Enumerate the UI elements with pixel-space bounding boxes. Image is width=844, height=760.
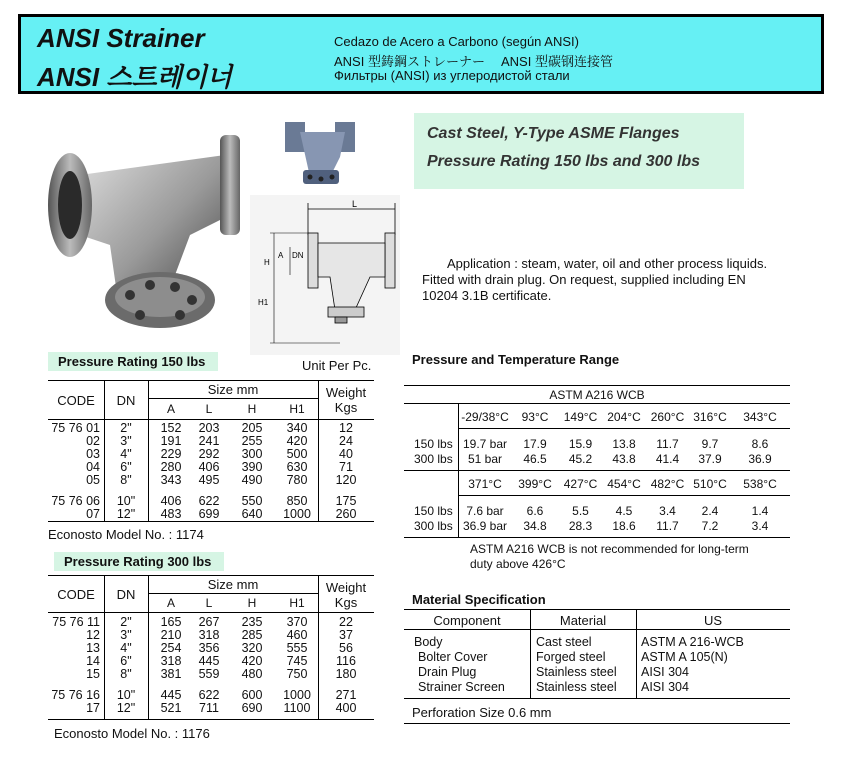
col-code-300: CODE bbox=[57, 587, 95, 602]
table-cell: 340 bbox=[286, 421, 308, 435]
table-cell: 4" bbox=[120, 641, 132, 655]
table-cell: 210 bbox=[160, 628, 182, 642]
table-cell: 254 bbox=[160, 641, 182, 655]
table-cell: 37 bbox=[339, 628, 353, 642]
pt-value: 45.2 bbox=[568, 452, 593, 466]
table-cell: 750 bbox=[286, 667, 308, 681]
table-cell: 390 bbox=[241, 460, 263, 474]
material-component: Bolter Cover bbox=[418, 650, 488, 664]
table-cell: 400 bbox=[335, 701, 357, 715]
table-cell: 235 bbox=[241, 615, 263, 629]
temp-header: 482°C bbox=[650, 477, 685, 491]
pt-value: 5.5 bbox=[572, 504, 589, 518]
col-kgs-300: Kgs bbox=[334, 595, 358, 610]
col-code: CODE bbox=[57, 393, 95, 408]
material-component: Body bbox=[414, 635, 443, 649]
col-weight-300: Weight bbox=[325, 580, 367, 595]
table-cell: 04 bbox=[86, 460, 100, 474]
table-cell: 271 bbox=[335, 688, 357, 702]
table-cell: 622 bbox=[198, 688, 220, 702]
strainer-photo bbox=[40, 125, 250, 340]
col-l: L bbox=[205, 402, 213, 416]
table-cell: 1000 bbox=[283, 688, 311, 702]
table-cell: 622 bbox=[198, 494, 220, 508]
table-cell: 343 bbox=[160, 473, 182, 487]
temp-header: 399°C bbox=[518, 477, 552, 491]
pt-note-1: ASTM A216 WCB is not recommended for long-term bbox=[470, 542, 749, 556]
table-cell: 559 bbox=[198, 667, 220, 681]
table300-model: Econosto Model No. : 1176 bbox=[54, 726, 210, 741]
table-cell: 17 bbox=[86, 701, 100, 715]
table-cell: 521 bbox=[160, 701, 182, 715]
pt-value: 37.9 bbox=[698, 452, 722, 466]
col-h-300: H bbox=[247, 596, 257, 610]
col-a: A bbox=[166, 402, 175, 416]
table-cell: 690 bbox=[241, 701, 263, 715]
table-cell: 241 bbox=[198, 434, 220, 448]
pt-value: 41.4 bbox=[655, 452, 680, 466]
table-cell: 318 bbox=[198, 628, 220, 642]
pt-value: 2.4 bbox=[701, 504, 719, 518]
table-cell: 745 bbox=[286, 654, 308, 668]
mat-col-component: Component bbox=[433, 613, 501, 628]
temp-header: 510°C bbox=[693, 477, 727, 491]
col-size: Size mm bbox=[207, 382, 259, 397]
material-component: Drain Plug bbox=[418, 665, 477, 679]
pressure-class: 150 lbs bbox=[414, 437, 453, 451]
table-cell: 445 bbox=[160, 688, 182, 702]
material-name: Forged steel bbox=[536, 650, 606, 664]
table-cell: 699 bbox=[198, 507, 220, 521]
col-h: H bbox=[247, 402, 257, 416]
table-cell: 15 bbox=[86, 667, 100, 681]
table-cell: 6" bbox=[120, 654, 132, 668]
table-cell: 71 bbox=[339, 460, 353, 474]
unit-label: Unit Per Pc. bbox=[302, 358, 372, 373]
table-cell: 191 bbox=[160, 434, 182, 448]
temp-header: 316°C bbox=[693, 410, 727, 424]
table-cell: 229 bbox=[160, 447, 182, 461]
table-cell: 12" bbox=[116, 701, 136, 715]
table-cell: 12 bbox=[86, 628, 100, 642]
pt-title: Pressure and Temperature Range bbox=[412, 352, 620, 367]
table-cell: 116 bbox=[336, 654, 356, 668]
table-cell: 318 bbox=[160, 654, 182, 668]
col-l-300: L bbox=[205, 596, 213, 610]
application-line-3: 10204 3.1B certificate. bbox=[422, 288, 552, 303]
table-cell: 630 bbox=[286, 460, 308, 474]
table-cell: 500 bbox=[286, 447, 308, 461]
table-cell: 203 bbox=[198, 421, 220, 435]
table-cell: 780 bbox=[286, 473, 308, 487]
temp-header: 204°C bbox=[607, 410, 641, 424]
table-cell: 406 bbox=[160, 494, 182, 508]
pressure-class: 150 lbs bbox=[414, 504, 453, 518]
table-cell: 07 bbox=[86, 507, 100, 521]
table-cell: 6" bbox=[120, 460, 132, 474]
pressure-class: 300 lbs bbox=[414, 452, 453, 466]
table-cell: 75 76 11 bbox=[52, 615, 100, 629]
table-cell: 3" bbox=[120, 434, 132, 448]
header-banner bbox=[18, 14, 824, 94]
table-cell: 8" bbox=[120, 473, 132, 487]
table-cell: 490 bbox=[241, 473, 263, 487]
pt-value: 46.5 bbox=[523, 452, 547, 466]
table-cell: 3" bbox=[120, 628, 132, 642]
table-cell: 381 bbox=[160, 667, 182, 681]
table-cell: 24 bbox=[339, 434, 353, 448]
material-component: Strainer Screen bbox=[418, 680, 505, 694]
pt-material: ASTM A216 WCB bbox=[549, 388, 645, 402]
table-cell: 12" bbox=[116, 507, 136, 521]
temp-header: 343°C bbox=[743, 410, 777, 424]
table-cell: 260 bbox=[335, 507, 357, 521]
pt-value: 19.7 bar bbox=[462, 437, 508, 451]
temp-header: 93°C bbox=[521, 410, 549, 424]
material-us: ASTM A 105(N) bbox=[641, 650, 728, 664]
spec-line-2: Pressure Rating 150 lbs and 300 lbs bbox=[427, 153, 701, 170]
table-cell: 152 bbox=[160, 421, 182, 435]
table-cell: 56 bbox=[339, 641, 353, 655]
table-cell: 165 bbox=[160, 615, 182, 629]
strainer-thumbnail bbox=[275, 112, 367, 194]
temp-header: 371°C bbox=[468, 477, 502, 491]
temp-header: 454°C bbox=[607, 477, 641, 491]
pt-value: 1.4 bbox=[751, 504, 769, 518]
table-cell: 8" bbox=[120, 667, 132, 681]
table-cell: 1000 bbox=[283, 507, 311, 521]
table-cell: 75 76 01 bbox=[51, 421, 100, 435]
table-cell: 420 bbox=[286, 434, 308, 448]
table-cell: 2" bbox=[120, 421, 132, 435]
mat-col-material: Material bbox=[559, 613, 607, 628]
title-ru: Фильтры (ANSI) из углеродистой стали bbox=[334, 68, 570, 83]
table-cell: 555 bbox=[286, 641, 308, 655]
dim-dn-label: DN bbox=[292, 251, 304, 260]
table-cell: 02 bbox=[86, 434, 100, 448]
temp-header: 149°C bbox=[563, 410, 598, 424]
title-en: ANSI Strainer bbox=[37, 23, 205, 53]
col-h1-300: H1 bbox=[289, 596, 305, 610]
title-ko: ANSI 스트레이너 bbox=[37, 62, 232, 92]
material-name: Stainless steel bbox=[536, 665, 617, 679]
table-cell: 480 bbox=[241, 667, 263, 681]
pt-value: 11.7 bbox=[656, 519, 679, 533]
col-h1: H1 bbox=[289, 402, 305, 416]
table-cell: 13 bbox=[86, 641, 100, 655]
col-kgs: Kgs bbox=[334, 400, 358, 415]
table-cell: 180 bbox=[335, 667, 357, 681]
title-es: Cedazo de Acero a Carbono (según ANSI) bbox=[334, 34, 579, 49]
pt-value: 3.4 bbox=[659, 504, 676, 518]
table-cell: 495 bbox=[198, 473, 220, 487]
pt-value: 8.6 bbox=[751, 437, 769, 451]
table-cell: 255 bbox=[241, 434, 263, 448]
pressure-class: 300 lbs bbox=[414, 519, 453, 533]
pt-value: 28.3 bbox=[568, 519, 593, 533]
temp-header: -29/38°C bbox=[461, 410, 509, 424]
table-cell: 356 bbox=[198, 641, 220, 655]
table-cell: 175 bbox=[335, 494, 357, 508]
spec-line-1: Cast Steel, Y-Type ASME Flanges bbox=[427, 125, 680, 142]
pt-note-2: duty above 426°C bbox=[470, 557, 566, 571]
pt-value: 17.9 bbox=[523, 437, 547, 451]
dim-a-label: A bbox=[278, 251, 284, 260]
table-cell: 600 bbox=[241, 688, 263, 702]
pt-value: 4.5 bbox=[615, 504, 633, 518]
application-line-2: Fitted with drain plug. On request, supplied including EN bbox=[422, 272, 746, 287]
table-cell: 850 bbox=[286, 494, 308, 508]
temp-header: 260°C bbox=[650, 410, 685, 424]
col-dn-300: DN bbox=[116, 587, 136, 602]
table-cell: 1100 bbox=[283, 701, 311, 715]
table-cell: 300 bbox=[241, 447, 263, 461]
table-cell: 120 bbox=[335, 473, 357, 487]
table-cell: 285 bbox=[241, 628, 263, 642]
title-jp: ANSI 型鋳鋼ストレーナー bbox=[334, 54, 485, 69]
perforation: Perforation Size 0.6 mm bbox=[412, 705, 552, 720]
col-weight: Weight bbox=[325, 385, 367, 400]
dimension-drawing bbox=[250, 195, 400, 355]
dim-h1-label: H1 bbox=[258, 298, 269, 307]
pt-value: 6.6 bbox=[526, 504, 544, 518]
table-cell: 711 bbox=[199, 701, 219, 715]
table-cell: 2" bbox=[120, 615, 132, 629]
col-a-300: A bbox=[166, 596, 175, 610]
table-cell: 14 bbox=[86, 654, 100, 668]
spec-box bbox=[414, 113, 744, 189]
col-size-300: Size mm bbox=[207, 577, 259, 592]
pt-value: 13.8 bbox=[612, 437, 636, 451]
pt-value: 9.7 bbox=[701, 437, 719, 451]
table-cell: 75 76 16 bbox=[51, 688, 100, 702]
table-cell: 460 bbox=[286, 628, 308, 642]
table-cell: 12 bbox=[339, 421, 353, 435]
col-dn: DN bbox=[116, 393, 136, 408]
temp-header: 427°C bbox=[563, 477, 598, 491]
pt-value: 7.6 bar bbox=[466, 504, 504, 518]
pt-value: 3.4 bbox=[751, 519, 769, 533]
pt-value: 7.2 bbox=[701, 519, 719, 533]
table-cell: 420 bbox=[241, 654, 263, 668]
dim-l-label: L bbox=[352, 199, 358, 209]
table-cell: 40 bbox=[339, 447, 353, 461]
material-title: Material Specification bbox=[412, 592, 546, 607]
material-name: Stainless steel bbox=[536, 680, 617, 694]
dim-h-label: H bbox=[264, 258, 270, 267]
title-cn: ANSI 型碳钢连接管 bbox=[501, 54, 613, 69]
pt-value: 51 bar bbox=[467, 452, 503, 466]
table-cell: 10" bbox=[116, 494, 136, 508]
table-cell: 205 bbox=[241, 421, 263, 435]
pt-value: 18.6 bbox=[612, 519, 636, 533]
material-us: AISI 304 bbox=[641, 680, 689, 694]
table-cell: 550 bbox=[241, 494, 263, 508]
table-cell: 75 76 06 bbox=[51, 494, 100, 508]
material-us: ASTM A 216-WCB bbox=[641, 635, 744, 649]
pt-value: 15.9 bbox=[568, 437, 593, 451]
material-us: AISI 304 bbox=[641, 665, 689, 679]
table-cell: 292 bbox=[198, 447, 220, 461]
table-cell: 22 bbox=[339, 615, 353, 629]
application-line-1: Application : steam, water, oil and other process liquids. bbox=[447, 256, 768, 271]
table-cell: 320 bbox=[241, 641, 263, 655]
pt-value: 36.9 bbox=[748, 452, 772, 466]
table-cell: 4" bbox=[120, 447, 132, 461]
table-cell: 370 bbox=[286, 615, 308, 629]
pt-value: 11.7 bbox=[656, 437, 679, 451]
table-cell: 640 bbox=[241, 507, 263, 521]
table-cell: 406 bbox=[198, 460, 220, 474]
pt-value: 43.8 bbox=[612, 452, 636, 466]
pt-value: 36.9 bar bbox=[462, 519, 508, 533]
table-cell: 267 bbox=[198, 615, 220, 629]
table150-title: Pressure Rating 150 lbs bbox=[48, 352, 218, 371]
table300-title: Pressure Rating 300 lbs bbox=[54, 552, 224, 571]
table-cell: 05 bbox=[86, 473, 100, 487]
table-cell: 280 bbox=[160, 460, 182, 474]
table-cell: 445 bbox=[198, 654, 220, 668]
temp-header: 538°C bbox=[743, 477, 777, 491]
table-cell: 483 bbox=[160, 507, 182, 521]
table-cell: 10" bbox=[116, 688, 136, 702]
table-cell: 03 bbox=[86, 447, 100, 461]
material-name: Cast steel bbox=[536, 635, 592, 649]
pt-value: 34.8 bbox=[523, 519, 547, 533]
mat-col-us: US bbox=[703, 613, 723, 628]
table150-model: Econosto Model No. : 1174 bbox=[48, 527, 204, 542]
